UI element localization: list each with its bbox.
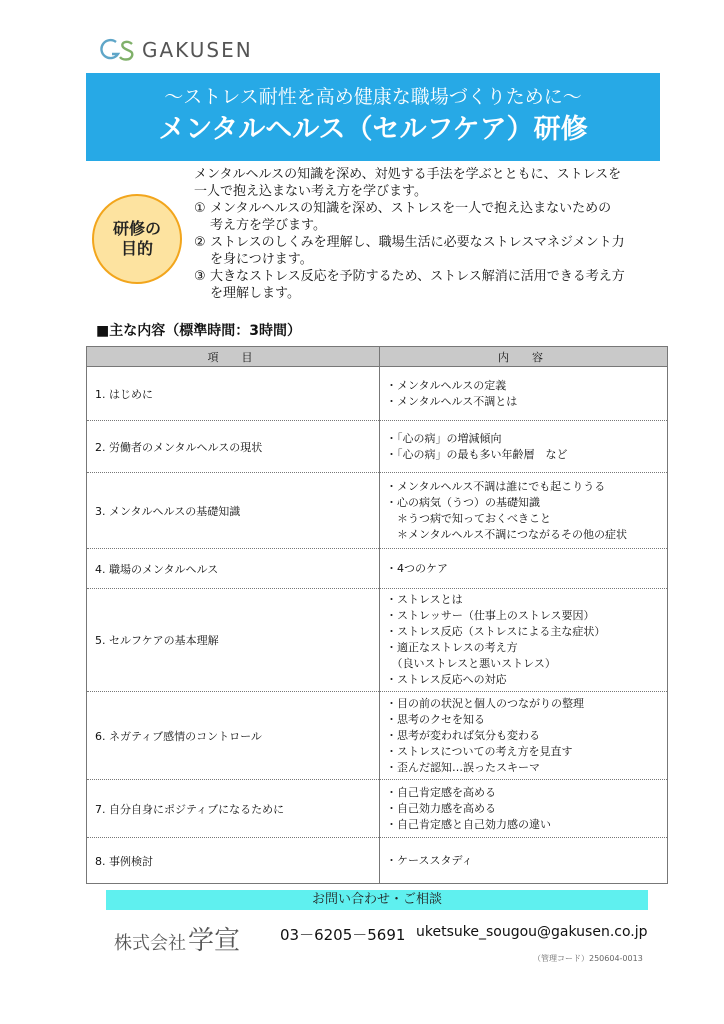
content-line: （良いストレスと悪いストレス）: [386, 657, 556, 670]
row-topic: 2. 労働者のメンタルヘルスの現状: [87, 421, 380, 473]
purpose-item-number: ①: [194, 201, 206, 216]
content-line: ・ストレスについての考え方を見直す: [386, 744, 573, 758]
purpose-badge-line2: 目的: [120, 239, 153, 258]
row-content: [380, 589, 668, 692]
content-line: ・自己肯定感と自己効力感の違い: [386, 817, 551, 831]
purpose-item-line: メンタルヘルスの知識を深め、ストレスを一人で抱え込まないための: [210, 201, 612, 216]
purpose-item: [194, 234, 654, 268]
table-header-row: [87, 347, 668, 367]
purpose-item-line: ストレスのしくみを理解し、職場生活に必要なストレスマネジメント力: [210, 235, 625, 250]
row-content: [380, 473, 668, 549]
row-topic: 3. メンタルヘルスの基礎知識: [87, 473, 380, 549]
purpose-item-line: 大きなストレス反応を予防するため、ストレス解消に活用できる考え方: [210, 269, 625, 284]
content-line: ・メンタルヘルス不調は誰にでも起こりうる: [386, 479, 606, 493]
purpose-item-line: を身につけます。: [210, 252, 313, 267]
table-row: [87, 367, 668, 421]
row-content: [380, 421, 668, 473]
column-header-content: 内 容: [380, 347, 668, 367]
row-content: [380, 367, 668, 421]
purpose-item-line: 考え方を学びます。: [210, 218, 326, 233]
row-topic: 1. はじめに: [87, 367, 380, 421]
table-row: [87, 421, 668, 473]
row-topic: 5. セルフケアの基本理解: [87, 589, 380, 692]
table-row: [87, 780, 668, 838]
outline-table: [86, 346, 668, 884]
company-name: [114, 920, 240, 957]
content-line: ・ストレス反応（ストレスによる主な症状）: [386, 625, 606, 638]
purpose-item: [194, 200, 654, 234]
content-line: ・思考が変われば気分も変わる: [386, 728, 540, 742]
purpose-item-number: ③: [194, 269, 206, 284]
purpose-intro-line1: メンタルヘルスの知識を深め、対処する手法を学ぶとともに、ストレスを: [194, 167, 622, 182]
company-prefix: 株式会社: [114, 933, 186, 954]
purpose-item: [194, 268, 654, 302]
content-line: ・適正なストレスの考え方: [386, 641, 518, 654]
row-topic: 4. 職場のメンタルヘルス: [87, 549, 380, 589]
email-address[interactable]: uketsuke_sougou@gakusen.co.jp: [416, 924, 648, 940]
column-header-topic: 項 目: [87, 347, 380, 367]
content-line: ・ストレスとは: [386, 593, 463, 606]
row-topic: 6. ネガティブ感情のコントロール: [87, 692, 380, 780]
row-content: [380, 692, 668, 780]
row-content: [380, 838, 668, 884]
content-line: ＊うつ病で知っておくべきこと: [386, 511, 551, 525]
section-title: ■主な内容（標準時間：3時間）: [96, 323, 301, 339]
content-line: ・ストレッサー（仕事上のストレス要因）: [386, 609, 595, 622]
purpose-badge-line1: 研修の: [112, 219, 161, 238]
title-banner: [86, 73, 660, 161]
content-line: ・メンタルヘルスの定義: [386, 378, 507, 392]
content-line: ・「心の病」の最も多い年齢層 など: [386, 447, 568, 461]
company-brand: 学宣: [188, 926, 241, 956]
banner-subtitle: ～ストレス耐性を高め健康な職場づくりために～: [164, 86, 582, 108]
phone-number: 03－6205－5691: [280, 926, 406, 944]
row-topic: 7. 自分自身にポジティブになるために: [87, 780, 380, 838]
inquiry-bar: お問い合わせ・ご相談: [106, 890, 648, 910]
content-line: ・心の病気（うつ）の基礎知識: [386, 495, 540, 509]
row-topic: 8. 事例検討: [87, 838, 380, 884]
gs-logo-mark-icon: [100, 36, 138, 64]
row-content: [380, 780, 668, 838]
content-line: ・「心の病」の増減傾向: [386, 431, 502, 445]
table-row: [87, 589, 668, 692]
logo-text: GAKUSEN: [142, 38, 253, 62]
content-line: ・自己効力感を高める: [386, 801, 496, 815]
table-row: [87, 473, 668, 549]
purpose-badge: [92, 194, 182, 284]
row-content: [380, 549, 668, 589]
content-line: ・思考のクセを知る: [386, 712, 485, 726]
table-row: [87, 692, 668, 780]
content-line: ・歪んだ認知…誤ったスキーマ: [386, 760, 540, 774]
content-line: ・4つのケア: [386, 561, 448, 575]
content-line: ・メンタルヘルス不調とは: [386, 394, 518, 408]
purpose-item-number: ②: [194, 235, 206, 250]
content-line: ・ストレス反応への対応: [386, 673, 507, 686]
purpose-description: [194, 166, 654, 302]
purpose-intro-line2: 一人で抱え込まない考え方を学びます。: [194, 184, 427, 199]
content-line: ・目の前の状況と個人のつながりの整理: [386, 696, 584, 710]
purpose-item-line: を理解します。: [210, 286, 300, 301]
gakusen-logo: [100, 36, 253, 64]
banner-title: メンタルヘルス（セルフケア）研修: [158, 114, 588, 145]
table-row: [87, 838, 668, 884]
content-line: ・ケーススタディ: [386, 853, 473, 867]
management-code: （管理コード）250604-0013: [533, 954, 643, 963]
content-line: ＊メンタルヘルス不調につながるその他の症状: [386, 527, 628, 541]
content-line: ・自己肯定感を高める: [386, 785, 496, 799]
table-row: [87, 549, 668, 589]
